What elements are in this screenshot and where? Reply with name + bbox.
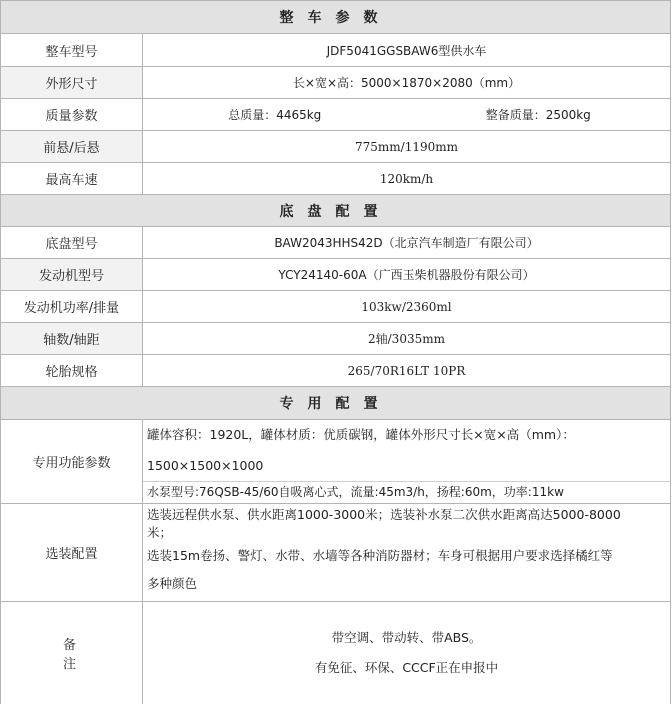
- table-row: [0, 323, 671, 355]
- function-line: 1500×1500×1000: [143, 451, 670, 482]
- options-list: [143, 504, 670, 601]
- row-label: 专用功能参数: [1, 420, 143, 503]
- option-text: 米；: [147, 525, 173, 540]
- row-label: 前悬/后悬: [1, 131, 143, 162]
- table-row: [0, 99, 671, 131]
- table-row: [0, 420, 671, 504]
- section-title: 底盘配置: [279, 203, 392, 220]
- row-value: JDF5041GGSBAW6型供水车: [326, 43, 487, 58]
- option-text: 多种颜色: [147, 576, 198, 591]
- table-row: [0, 355, 671, 387]
- row-value: 长×宽×高：5000×1870×2080（mm）: [292, 76, 521, 90]
- row-value: 2轴/3035mm: [368, 332, 445, 346]
- table-row: [0, 163, 671, 195]
- notes-label: 备注: [63, 638, 139, 672]
- total-mass: 总质量：4465kg: [228, 108, 322, 122]
- row-label: [1, 602, 143, 704]
- section-title: 整车参数: [279, 10, 392, 26]
- table-row: [0, 227, 671, 259]
- section-header-chassis: [0, 195, 671, 227]
- row-value: 775mm/1190mm: [354, 139, 458, 154]
- table-row: [0, 504, 671, 602]
- note-line: 带空调、带动转、带ABS。: [331, 630, 482, 645]
- table-row: [0, 602, 671, 704]
- option-item: [143, 542, 670, 600]
- row-label: 最高车速: [1, 163, 143, 194]
- table-row: [0, 67, 671, 99]
- option-text: 选装15m卷扬、警灯、水带、水墙等各种消防器材；车身可根据用户要求选择橘红等: [147, 548, 613, 563]
- row-label: 选装配置: [1, 504, 143, 601]
- row-label: 发动机功率/排量: [1, 291, 143, 322]
- row-label: 整车型号: [1, 34, 143, 66]
- row-value: 265/70R16LT 10PR: [347, 363, 466, 378]
- function-line: 罐体容积：1920L，罐体材质：优质碳钢，罐体外形尺寸长×宽×高（mm）：: [147, 427, 575, 442]
- table-row: [0, 291, 671, 323]
- option-item: [143, 504, 670, 542]
- row-value: [143, 99, 670, 130]
- notes: [143, 602, 670, 704]
- pump-spec: 水泵型号:76QSB-45/60自吸离心式，流量:45m3/h，扬程:60m，功率:11kw: [147, 485, 564, 499]
- table-row: [0, 259, 671, 291]
- row-value: BAW2043HHS42D（北京汽车制造厂有限公司）: [274, 236, 539, 250]
- row-value: YCY24140-60A（广西玉柴机器股份有限公司）: [278, 268, 535, 282]
- row-label: 外形尺寸: [1, 67, 143, 98]
- section-header-vehicle: [0, 0, 671, 34]
- section-header-special: [0, 387, 671, 420]
- row-value: 120km/h: [379, 171, 434, 186]
- table-row: [0, 131, 671, 163]
- row-label: 发动机型号: [1, 259, 143, 290]
- row-value: 103kw/2360ml: [361, 299, 452, 314]
- note-line: 有免征、环保、CCCF正在申报中: [314, 660, 499, 675]
- row-label: 质量参数: [1, 99, 143, 130]
- option-text: 选装远程供水泵、供水距离1000-3000米；选装补水泵二次供水距离高达5000-8000: [147, 507, 621, 522]
- row-label: 底盘型号: [1, 227, 143, 258]
- function-params: [143, 420, 670, 503]
- row-label: 轴数/轴距: [1, 323, 143, 354]
- section-title: 专用配置: [279, 396, 392, 412]
- table-row: [0, 34, 671, 67]
- curb-mass: 整备质量：2500kg: [485, 108, 591, 122]
- row-label: 轮胎规格: [1, 355, 143, 386]
